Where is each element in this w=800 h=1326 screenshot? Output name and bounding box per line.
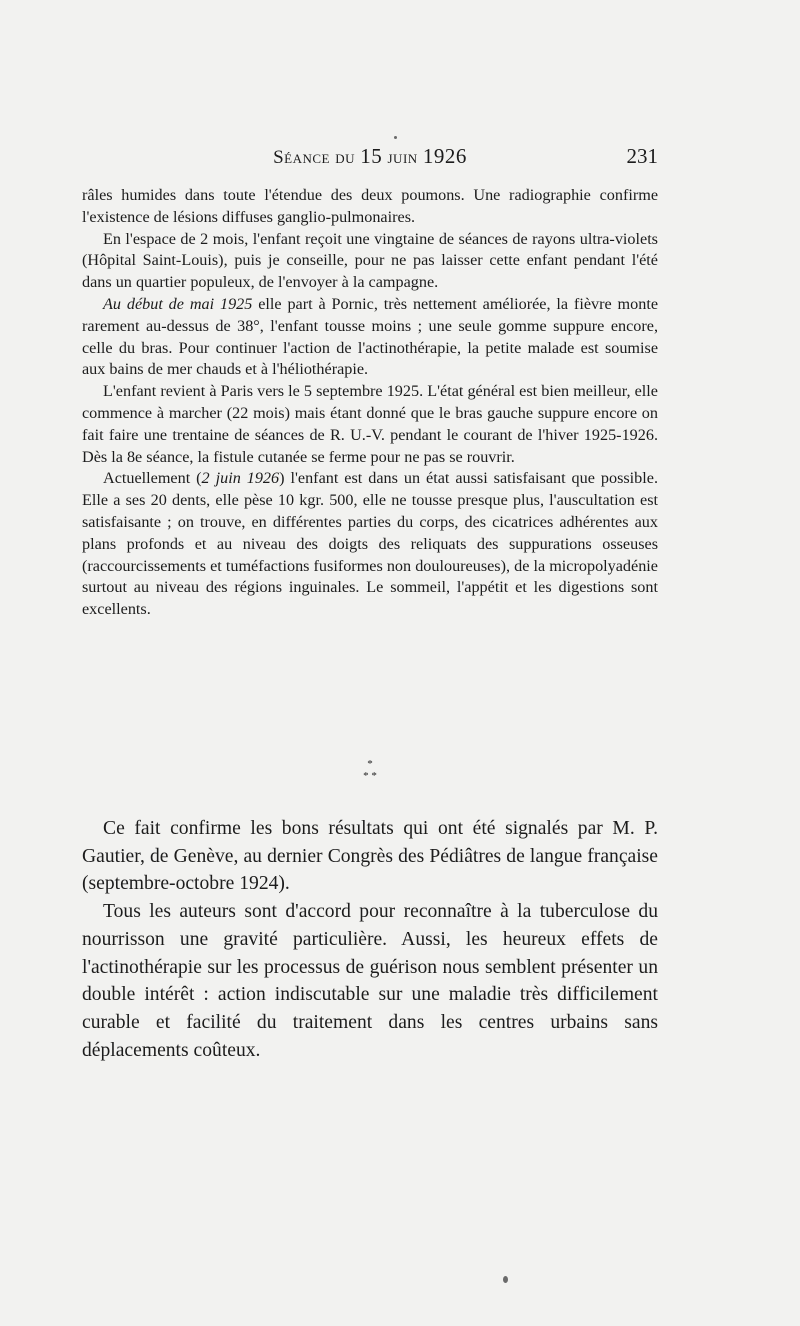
discussion-text [82,815,658,1064]
case-paragraph-4: L'enfant revient à Paris vers le 5 septembre 1925. L'état général est bien meilleur, elle commence à marcher (22 mois) mais étant donné que le bras gauche suppure encore on fait faire une trentaine de séances de R. U.-V. pendant le courant de l'hiver 1925-1926. Dès la 8e séance, la fistule cutanée se ferme pour ne pas se rouvrir. [82,382,658,466]
separator-bottom-stars: * * [363,770,377,782]
case-report-text [82,185,658,621]
case-paragraph-5-close: ) [279,469,285,488]
section-separator [350,758,390,782]
case-paragraph-1: râles humides dans toute l'étendue des deux poumons. Une radiographie confirme l'existence de lésions diffuses ganglio-pulmonaires. [82,186,658,226]
case-paragraph-3-lead: Au début de mai 1925 [103,294,253,313]
separator-top-star: * [367,758,373,770]
discussion-paragraph-1: Ce fait confirme les bons résultats qui ont été signalés par M. P. Gautier, de Genève, au dernier Congrès des Pédiâtres de langue française (septembre-octobre 1924). [82,818,658,895]
case-paragraph-5-lead: Actuellement ( [103,469,202,488]
running-title-day: 15 [360,144,383,168]
running-title-month: juin [387,147,418,168]
running-title-year: 1926 [422,144,467,168]
running-title [82,144,658,169]
paper-speck [503,1276,508,1283]
case-paragraph-3-body: elle part à Pornic, très nettement améliorée, la fièvre monte rarement au-dessus de 38°, l'enfant tousse moins ; une seule gomme suppure encore, celle du bras. Pour continuer l'action de l'actinothérapie, la petite malade est soumise aux bains de mer chauds et à l'héliothérapie. [82,294,659,379]
discussion-paragraph-2: Tous les auteurs sont d'accord pour reconnaître à la tuberculose du nourrisson une gravité particulière. Aussi, les heureux effets de l'actinothérapie sur les processus de guérison nous semblent présenter un double intérêt : action indiscutable sur une maladie très difficilement curable et facilité du traitement dans les centres urbains sans déplacements coûteux. [82,901,658,1061]
paper-speck [394,136,397,139]
case-paragraph-5-date: 2 juin 1926 [201,469,280,488]
case-paragraph-5-body: l'enfant est dans un état aussi satisfaisant que possible. Elle a ses 20 dents, elle pèse 10 kgr. 500, elle ne tousse presque plus, l'auscultation est satisfaisante ; on trouve, en différentes parties du corps, des cicatrices adhérentes aux plans profonds et au niveau des doigts des reliquats des suppurations osseuses (raccourcissements et tuméfactions fusiformes non douloureuses), de la micropolyadénie surtout au niveau des régions inguinales. Le sommeil, l'appétit et les digestions sont excellents. [82,469,658,619]
case-paragraph-5 [82,468,658,621]
running-header [82,144,658,174]
case-paragraph-2: En l'espace de 2 mois, l'enfant reçoit une vingtaine de séances de rayons ultra-violets (Hôpital Saint-Louis), puis je conseille, pour ne pas laisser cette enfant pendant l'été dans un quartier populeux, de l'envoyer à la campagne. [82,229,658,292]
case-paragraph-3 [82,294,658,381]
running-title-prefix: Séance du [273,147,355,168]
page-number: 231 [626,144,658,168]
